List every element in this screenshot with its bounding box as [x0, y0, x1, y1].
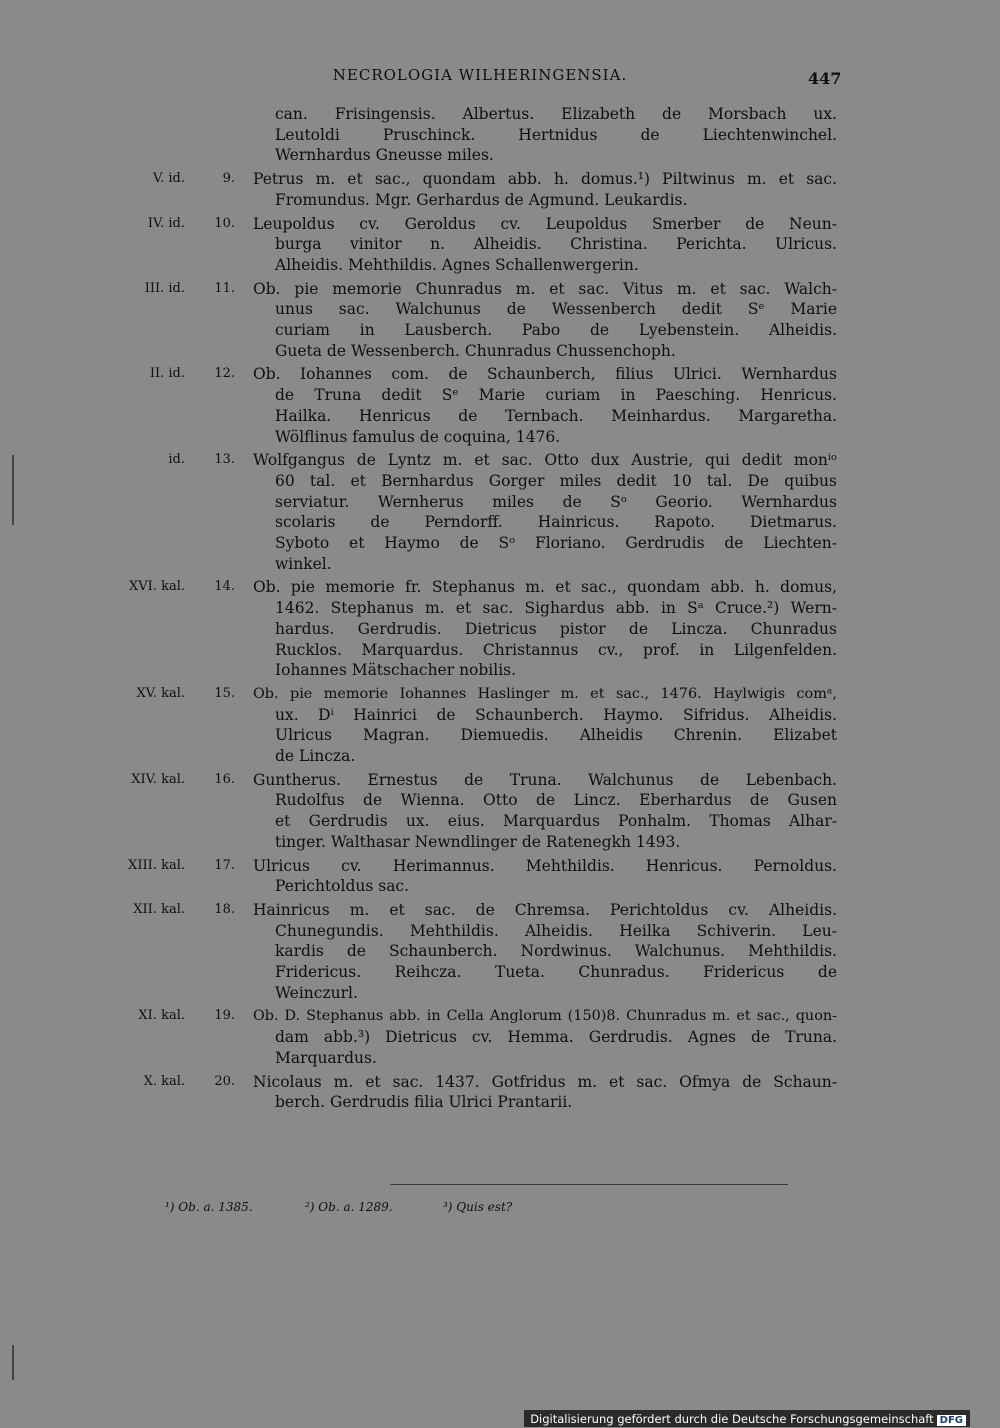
entry-text-line: scolaris de Perndorff. Hainricus. Rapoto. Dietmarus.: [275, 513, 837, 532]
entry-text-line: Ob. pie memorie Chunradus m. et sac. Vitus m. et sac. Walch-: [253, 279, 837, 298]
entry-text-line: de Lincza.: [275, 747, 356, 765]
entry-text-line: Guntherus. Ernestus de Truna. Walchunus de Lebenbach.: [253, 770, 837, 789]
entry-text-line: Chunegundis. Mehthildis. Alheidis. Heilka Schiverin. Leu-: [275, 921, 837, 940]
entry-text-line: Perichtoldus sac.: [275, 877, 410, 896]
entry-text-line: Ulricus cv. Herimannus. Mehthildis. Henricus. Pernoldus.: [253, 856, 837, 875]
entry-text-line: Nicolaus m. et sac. 1437. Gotfridus m. et sac. Ofmya de Schaun-: [253, 1072, 837, 1091]
entry-text-line: Ulricus Magran. Diemuedis. Alheidis Chrenin. Elizabet: [275, 726, 837, 745]
entry-text-line: de Truna dedit Sᵉ Marie curiam in Paesching. Henricus.: [275, 386, 837, 405]
entry-text-line: Weinczurl.: [275, 983, 358, 1002]
entry-text-line: Syboto et Haymo de Sᵒ Floriano. Gerdrudis de Liechten-: [275, 534, 837, 552]
entry-date: XI. kal.: [138, 1008, 185, 1024]
entry-text-line: Fridericus. Reihcza. Tueta. Chunradus. Fridericus de: [275, 963, 837, 981]
running-header: NECROLOGIA WILHERINGENSIA.: [332, 66, 628, 84]
entry-text-line: Iohannes Mätschacher nobilis.: [275, 661, 517, 680]
entry-text-line: Fromundus. Mgr. Gerhardus de Agmund. Leukardis.: [275, 190, 688, 209]
entry-day: 17.: [214, 857, 235, 873]
entry-text-line: kardis de Schaunberch. Nordwinus. Walchunus. Mehthildis.: [275, 942, 837, 961]
entry-day: 13.: [214, 452, 235, 468]
entry-day: 16.: [214, 771, 235, 787]
entry-text-line: ux. Dⁱ Hainrici de Schaunberch. Haymo. Sifridus. Alheidis.: [275, 705, 837, 724]
entry-text-line: Ob. Iohannes com. de Schaunberch, filius Ulrici. Wernhardus: [253, 365, 837, 384]
page-number: 447: [808, 69, 842, 88]
entry-text-line: hardus. Gerdrudis. Dietricus pistor de Lincza. Chunradus: [275, 619, 837, 638]
entry-date: V. id.: [153, 171, 185, 187]
scan-margin-mark: [12, 1345, 14, 1380]
entry-text-line: Marquardus.: [275, 1048, 377, 1067]
entry-text-line: burga vinitor n. Alheidis. Christina. Perichta. Ulricus.: [275, 235, 837, 254]
entry-text-line: Leupoldus cv. Geroldus cv. Leupoldus Smerber de Neun-: [253, 214, 837, 233]
entry-text-line: tinger. Walthasar Newndlinger de Ratenegkh 1493.: [275, 832, 681, 851]
entry-text-line: can. Frisingensis. Albertus. Elizabeth de Morsbach ux.: [275, 105, 837, 123]
entry-text-line: Hailka. Henricus de Ternbach. Meinhardus. Margaretha.: [275, 406, 837, 425]
entry-date: XV. kal.: [136, 685, 185, 701]
entry-text-line: Ob. D. Stephanus abb. in Cella Anglorum (150)8. Chunradus m. et sac., quon-: [253, 1008, 837, 1025]
entry-day: 14.: [214, 579, 235, 595]
entry-text-line: Wolfgangus de Lyntz m. et sac. Otto dux Austrie, qui dedit monⁱᵒ: [253, 451, 837, 470]
entry-text-line: Hainricus m. et sac. de Chremsa. Perichtoldus cv. Alheidis.: [253, 900, 837, 919]
entry-date: III. id.: [144, 280, 185, 296]
entry-day: 12.: [214, 366, 235, 382]
entry-text-line: winkel.: [275, 554, 332, 573]
entry-text-line: Rucklos. Marquardus. Christannus cv., prof. in Lilgenfelden.: [275, 640, 837, 659]
entry-date: id.: [168, 452, 185, 468]
entry-text-line: unus sac. Walchunus de Wessenberch dedit Sᵉ Marie: [275, 300, 837, 319]
entry-text-line: Wölflinus famulus de coquina, 1476.: [275, 427, 561, 446]
footnote-rule: [390, 1184, 788, 1185]
entry-text-line: Alheidis. Mehthildis. Agnes Schallenwergerin.: [275, 255, 639, 274]
entry-text-line: Gueta de Wessenberch. Chunradus Chussenchoph.: [275, 341, 676, 360]
dfg-logo: DFG: [937, 1415, 966, 1426]
entry-day: 19.: [214, 1008, 235, 1024]
entry-date: XIV. kal.: [131, 771, 185, 787]
entry-day: 11.: [214, 280, 235, 296]
entry-text-line: Leutoldi Pruschinck. Hertnidus de Liechtenwinchel.: [275, 125, 837, 144]
entry-text-line: serviatur. Wernherus miles de Sᵒ Georio. Wernhardus: [275, 492, 837, 511]
entry-date: II. id.: [149, 366, 185, 382]
credit-text: Digitalisierung gefördert durch die Deutsche Forschungsgemeinschaft: [530, 1412, 934, 1426]
entry-text-line: Petrus m. et sac., quondam abb. h. domus.¹) Piltwinus m. et sac.: [253, 170, 837, 189]
entry-text-line: berch. Gerdrudis filia Ulrici Prantarii.: [275, 1093, 573, 1112]
entry-text-line: Ob. pie memorie fr. Stephanus m. et sac., quondam abb. h. domus,: [253, 578, 837, 597]
entry-date: XVI. kal.: [129, 579, 185, 595]
scan-margin-mark: [12, 455, 14, 525]
entry-text-line: Wernhardus Gneusse miles.: [275, 146, 494, 165]
footnote-2: ²) Ob. a. 1289.: [305, 1200, 393, 1214]
entry-day: 15.: [214, 685, 235, 701]
entry-day: 20.: [214, 1073, 235, 1089]
footnote-3: ³) Quis est?: [443, 1200, 513, 1214]
entry-day: 10.: [214, 215, 235, 231]
entry-date: XII. kal.: [133, 901, 185, 917]
footnote-1: ¹) Ob. a. 1385.: [165, 1200, 253, 1214]
entry-text-line: et Gerdrudis ux. eius. Marquardus Ponhalm. Thomas Alhar-: [275, 812, 837, 831]
entry-text-line: dam abb.³) Dietricus cv. Hemma. Gerdrudis. Agnes de Truna.: [275, 1028, 837, 1047]
entry-date: X. kal.: [143, 1073, 185, 1089]
entry-text-line: Rudolfus de Wienna. Otto de Lincz. Eberhardus de Gusen: [275, 791, 837, 810]
digitization-credit: [524, 1410, 970, 1427]
entry-text-line: Ob. pie memorie Iohannes Haslinger m. et sac., 1476. Haylwigis comᵃ,: [253, 685, 837, 702]
entry-text-line: curiam in Lausberch. Pabo de Lyebenstein. Alheidis.: [275, 321, 837, 339]
entry-text-line: 60 tal. et Bernhardus Gorger miles dedit 10 tal. De quibus: [275, 471, 837, 490]
entry-day: 9.: [222, 171, 235, 187]
entry-date: XIII. kal.: [128, 857, 185, 873]
entry-day: 18.: [214, 901, 235, 917]
entry-text-line: 1462. Stephanus m. et sac. Sighardus abb. in Sᵃ Cruce.²) Wern-: [275, 599, 837, 618]
entry-date: IV. id.: [147, 215, 185, 231]
